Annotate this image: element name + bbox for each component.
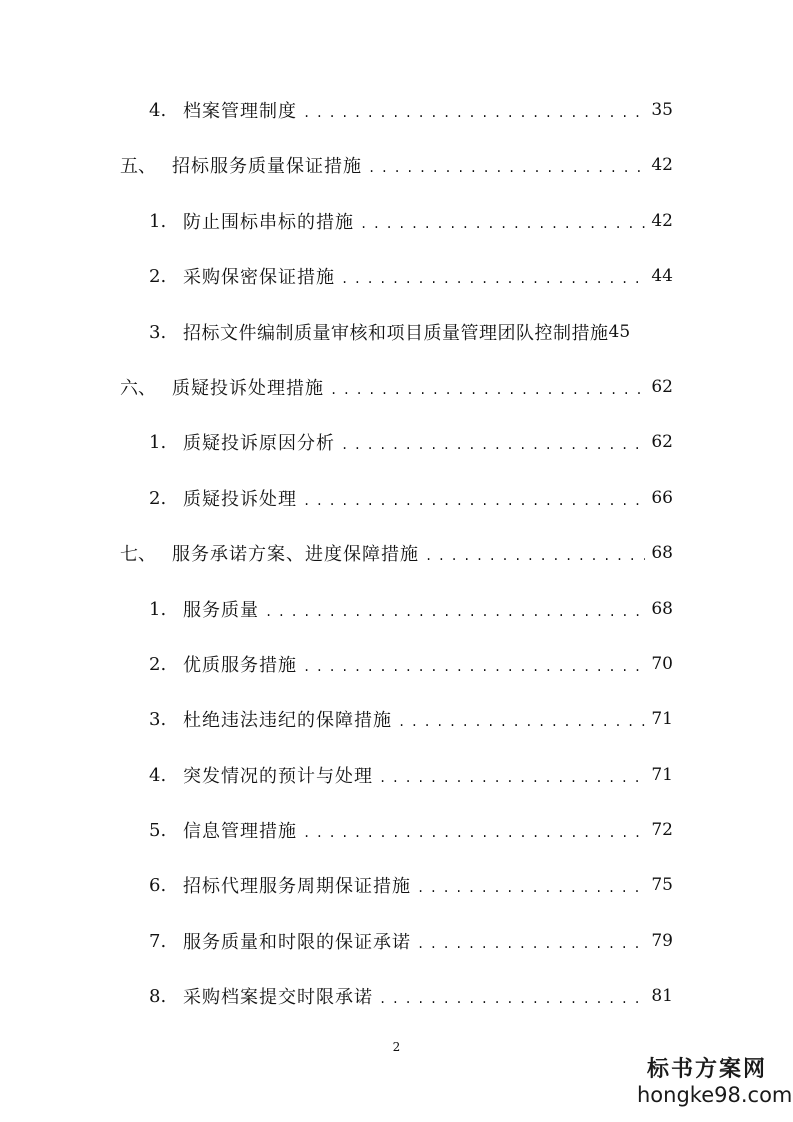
toc-entry-page: 79 (651, 931, 673, 951)
toc-entry-page: 35 (651, 100, 673, 120)
toc-entry-number: 2. (149, 653, 167, 675)
watermark-domain: hongke98.com (637, 1083, 793, 1107)
dot-leader (341, 432, 645, 452)
dot-leader (265, 599, 645, 619)
toc-entry[interactable] (149, 648, 673, 680)
toc-entry[interactable] (120, 537, 673, 569)
toc-entry-number: 1. (149, 598, 167, 620)
toc-entry-title: 质疑投诉处理措施 (172, 378, 324, 399)
toc-entry-title: 突发情况的预计与处理 (183, 766, 373, 787)
toc-entry-title: 信息管理措施 (183, 821, 297, 842)
toc-entry-number: 2. (149, 265, 167, 287)
dot-leader (368, 155, 645, 175)
toc-entry-title: 招标服务质量保证措施 (172, 156, 362, 177)
toc-entry[interactable] (149, 814, 673, 846)
dot-leader (303, 820, 645, 840)
toc-entry-number: 4. (149, 764, 167, 786)
dot-leader (417, 931, 645, 951)
toc-entry-number: 五、 (120, 156, 156, 177)
toc-entry[interactable] (149, 94, 673, 126)
toc-entry-number: 七、 (120, 544, 156, 565)
dot-leader (341, 266, 645, 286)
toc-entry[interactable] (149, 260, 673, 292)
watermark-site-name: 标书方案网 (646, 1056, 767, 1082)
toc-entry-number: 4. (149, 99, 167, 121)
page-number: 2 (392, 1040, 401, 1054)
toc-entry-page: 42 (651, 155, 673, 175)
toc-entry-page: 66 (651, 488, 673, 508)
toc-entry[interactable] (149, 980, 673, 1012)
toc-entry-page: 42 (651, 211, 673, 231)
toc-entry[interactable] (149, 593, 673, 625)
toc-entry-title: 优质服务措施 (183, 655, 297, 676)
dot-leader (398, 709, 645, 729)
toc-entry-page: 68 (651, 543, 673, 563)
toc-entry[interactable] (149, 205, 673, 237)
toc-entry-page: 72 (651, 820, 673, 840)
dot-leader (303, 100, 645, 120)
toc-entry-page: 68 (651, 599, 673, 619)
toc-entry[interactable] (149, 869, 673, 901)
toc-entry-title: 质疑投诉原因分析 (183, 433, 335, 454)
toc-entry-number: 1. (149, 210, 167, 232)
toc-entry[interactable] (149, 703, 673, 735)
toc-entry-number: 3. (149, 708, 167, 730)
dot-leader (379, 986, 645, 1006)
toc-entry-page: 70 (651, 654, 673, 674)
toc-entry[interactable] (149, 316, 693, 348)
toc-entry-title: 杜绝违法违纪的保障措施 (183, 710, 392, 731)
toc-entry-number: 8. (149, 985, 167, 1007)
dot-leader (417, 875, 645, 895)
toc-entry-number: 1. (149, 431, 167, 453)
toc-entry-number: 7. (149, 930, 167, 952)
toc-entry-page: 71 (651, 709, 673, 729)
toc-entry-number: 2. (149, 487, 167, 509)
toc-entry-page: 81 (651, 986, 673, 1006)
toc-entry-number: 六、 (120, 378, 156, 399)
toc-entry-number: 6. (149, 874, 167, 896)
toc-entry-number: 5. (149, 819, 167, 841)
dot-leader (425, 543, 645, 563)
toc-entry-title: 防止围标串标的措施 (183, 212, 354, 233)
toc-entry-title: 招标文件编制质量审核和项目质量管理团队控制措施 (183, 323, 609, 344)
toc-entry-title: 质疑投诉处理 (183, 489, 297, 510)
dot-leader (303, 654, 645, 674)
toc-entry-page: 44 (651, 266, 673, 286)
toc-entry[interactable] (120, 371, 673, 403)
toc-entry-page: 45 (608, 322, 631, 342)
watermark-logo (637, 1056, 793, 1108)
toc-entry[interactable] (149, 426, 673, 458)
toc-entry-page: 71 (651, 765, 673, 785)
toc-entry[interactable] (149, 482, 673, 514)
toc-entry-title: 服务承诺方案、进度保障措施 (172, 544, 419, 565)
toc-entry-title: 招标代理服务周期保证措施 (183, 876, 411, 897)
toc-entry-title: 采购档案提交时限承诺 (183, 987, 373, 1008)
dot-leader (379, 765, 645, 785)
toc-entry-title: 服务质量 (183, 600, 259, 621)
dot-leader (360, 211, 645, 231)
dot-leader (330, 377, 645, 397)
toc-entry[interactable] (149, 759, 673, 791)
toc-entry-title: 服务质量和时限的保证承诺 (183, 932, 411, 953)
toc-entry-number: 3. (149, 321, 167, 343)
toc-entry-page: 62 (651, 377, 673, 397)
toc-entry-title: 采购保密保证措施 (183, 267, 335, 288)
toc-entry-title: 档案管理制度 (183, 101, 297, 122)
toc-entry[interactable] (120, 149, 673, 181)
toc-entry-page: 62 (651, 432, 673, 452)
toc-entry[interactable] (149, 925, 673, 957)
toc-entry-page: 75 (651, 875, 673, 895)
dot-leader (303, 488, 645, 508)
